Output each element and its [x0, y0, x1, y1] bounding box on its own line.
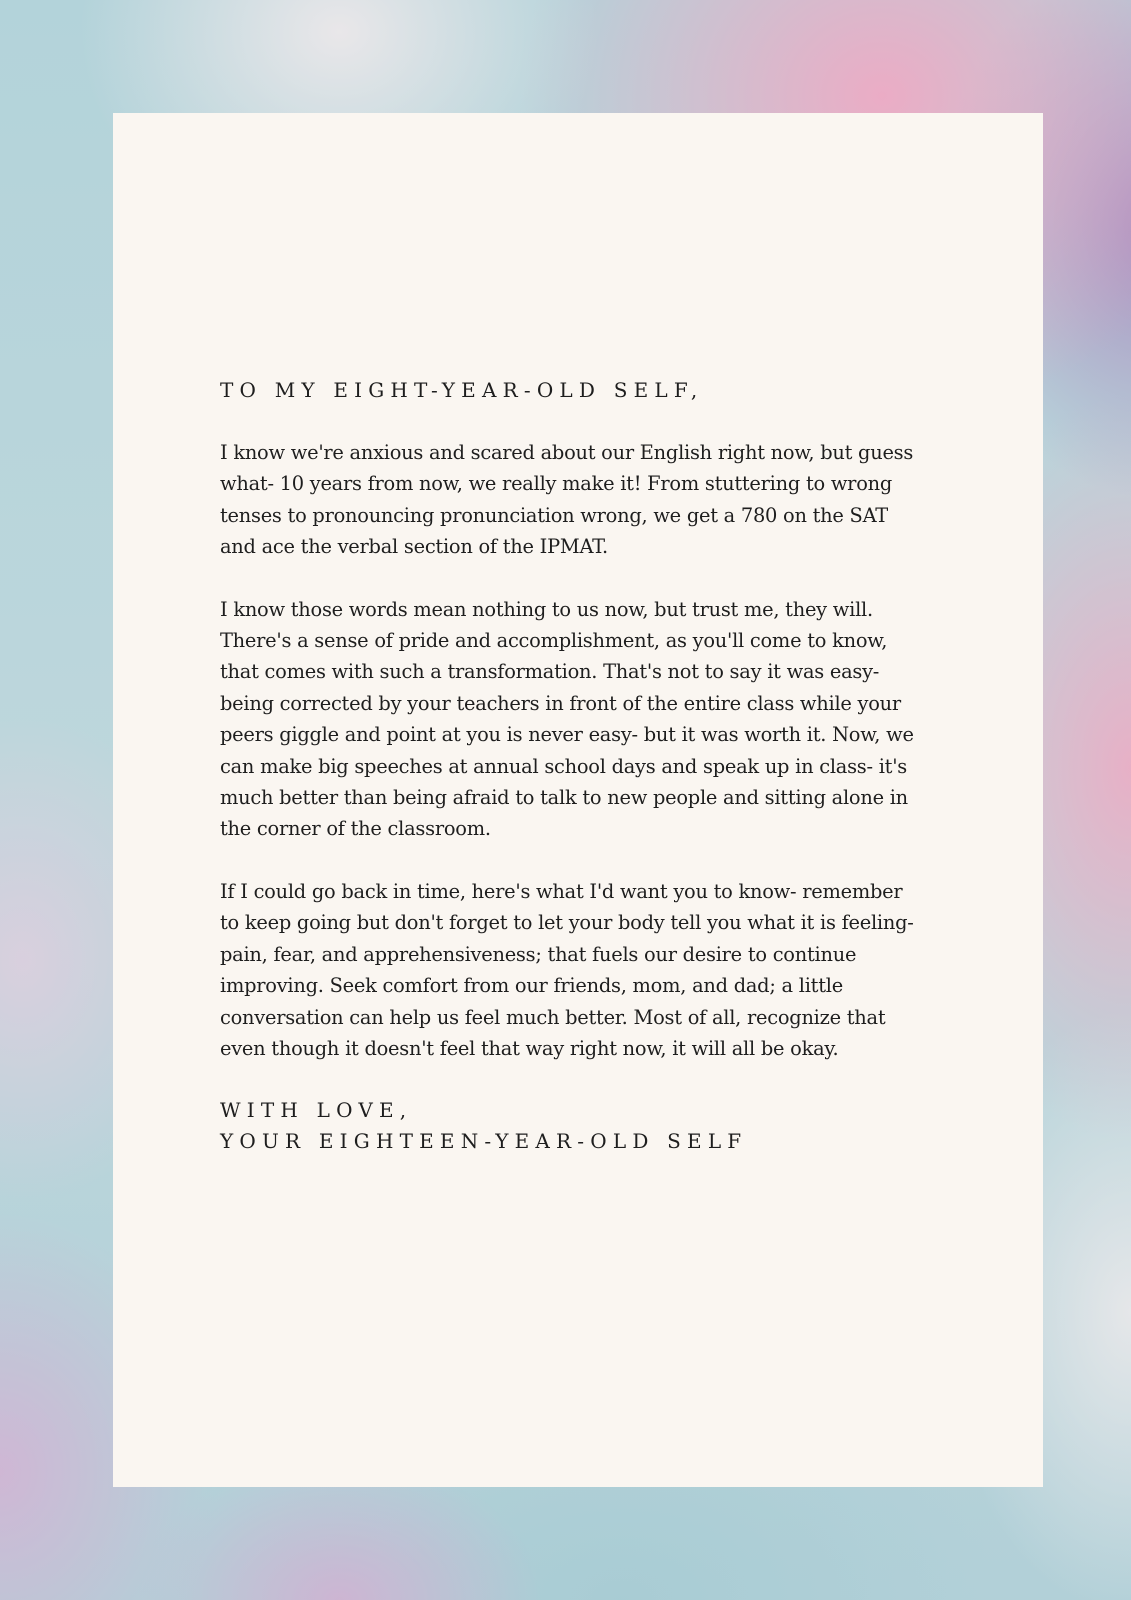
letter-signature: YOUR EIGHTEEN-YEAR-OLD SELF	[220, 1129, 748, 1154]
letter-closing-block	[220, 1095, 920, 1157]
letter-body	[220, 375, 920, 1157]
letter-closing: WITH LOVE,	[220, 1098, 413, 1123]
letter-greeting: TO MY EIGHT-YEAR-OLD SELF,	[220, 378, 704, 402]
letter-paragraph-1: I know we're anxious and scared about our English right now, but guess what- 10 years from now, we really make it! From stuttering to wrong tenses to pronouncing pronunciation wrong, we get a 780 on the SAT and ace the verbal section of the IPMAT.	[220, 441, 914, 559]
letter-card	[113, 113, 1043, 1487]
letter-paragraph-2: I know those words mean nothing to us now, but trust me, they will. There's a sense of pride and accomplishment, as you'll come to know, that comes with such a transformation. That's not to say it was easy- being corrected by your teachers in front of the entire class while your peers giggle and point at you is never easy- but it was worth it. Now, we can make big speeches at annual school days and speak up in class- it's much better than being afraid to talk to new people and sitting alone in the corner of the classroom.	[220, 597, 914, 841]
letter-paragraph-3: If I could go back in time, here's what I'd want you to know- remember to keep going but don't forget to let your body tell you what it is feeling- pain, fear, and apprehensiveness; that fuels our desire to continue improving. Seek comfort from our friends, mom, and dad; a little conversation can help us feel much better. Most of all, recognize that even though it doesn't feel that way right now, it will all be okay.	[220, 879, 914, 1060]
